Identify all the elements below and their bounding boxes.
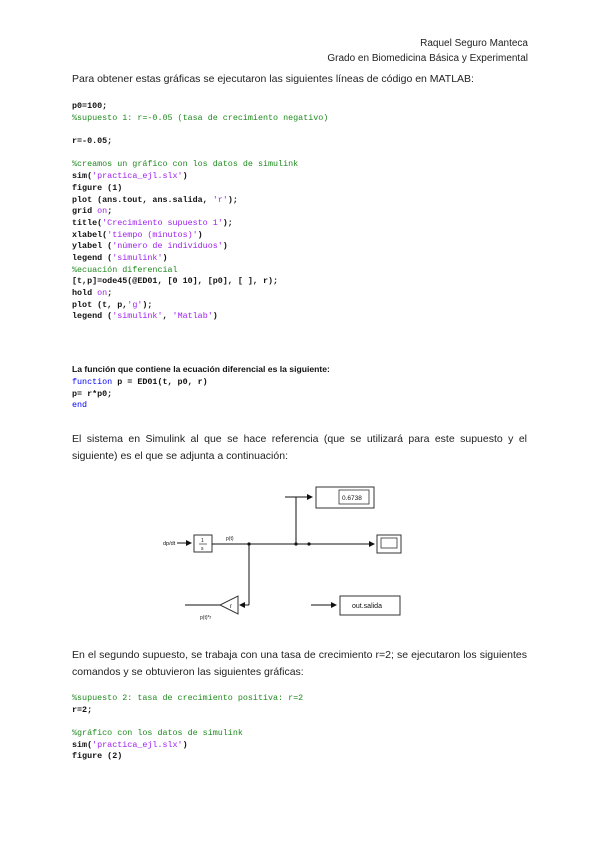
code-token: hold — [72, 288, 98, 298]
code-line — [72, 148, 328, 160]
code-line — [72, 740, 303, 752]
code-token: ); — [142, 299, 153, 310]
code-line — [72, 716, 303, 728]
simulink-intro-paragraph: El sistema en Simulink al que se hace referencia (que se utilizará para este supuesto y el siguiente) es el que se adjunta a continuación: — [72, 433, 527, 462]
author-name: Raquel Seguro Manteca — [420, 38, 528, 49]
degree-name: Grado en Biomedicina Básica y Experimental — [327, 53, 528, 64]
code-token: xlabel( — [72, 229, 108, 240]
code-token: legend ( — [72, 252, 113, 263]
code-token: ylabel ( — [72, 241, 113, 252]
code-token: ); — [222, 217, 233, 228]
code-line — [72, 171, 328, 183]
code-token: ) — [197, 229, 203, 240]
code-token: %supuesto 2: tasa de crecimiento positiva: r=2 — [72, 693, 304, 703]
gain-block[interactable] — [220, 596, 238, 614]
code-token: [t,p]=ode45(@ED01, [0 10], [p0], [ ], r); — [72, 276, 279, 287]
code-token: r=-0.05; — [72, 136, 113, 147]
code-line — [72, 206, 328, 218]
code-token: p = ED01(t, p0, r) — [112, 377, 208, 387]
code-line — [72, 195, 328, 207]
out-salida-label: out.salida — [352, 603, 382, 610]
code-line — [72, 288, 328, 300]
code-token: on — [97, 288, 108, 298]
code-line — [72, 751, 303, 763]
code-token: figure (1) — [72, 182, 123, 193]
code-line — [72, 159, 328, 171]
code-line — [72, 693, 303, 705]
code-token: , — [162, 311, 173, 322]
scope-screen — [381, 538, 397, 548]
code-token: 'simulink' — [112, 252, 163, 263]
branch-point-3 — [307, 542, 310, 545]
gain-symbol: r — [230, 604, 232, 610]
code-token: sim( — [72, 171, 93, 182]
code-token: %ecuación diferencial — [72, 264, 178, 275]
code-token: figure (2) — [72, 751, 123, 762]
code-line — [72, 124, 328, 136]
code-token: ) — [212, 311, 218, 322]
code-token: %supuesto 1: r=-0.05 (tasa de crecimiento negativo) — [72, 112, 329, 123]
code-token: ) — [182, 739, 188, 750]
code-token: ; — [107, 288, 113, 298]
code-line — [72, 101, 328, 113]
code-token: end — [72, 400, 88, 411]
code-line — [72, 311, 328, 323]
display-value: 0.6738 — [342, 495, 362, 502]
code-token: plot (ans.tout, ans.salida, — [72, 194, 213, 205]
code-line — [72, 300, 328, 312]
matlab-code-block-2 — [72, 377, 208, 412]
code-token: p= r*p0; — [72, 388, 113, 399]
code-token: 'practica_ejl.slx' — [92, 739, 183, 750]
code-token: sim( — [72, 739, 93, 750]
simulink-diagram — [0, 478, 600, 628]
code-line — [72, 389, 208, 401]
code-token: grid — [72, 206, 98, 217]
signal-label: p(t) — [226, 536, 234, 542]
code-token: 'Crecimiento supuesto 1' — [102, 217, 223, 228]
input-label: dp/dt — [163, 541, 176, 547]
code-token: on — [97, 206, 108, 217]
code-token: %creamos un gráfico con los datos de simulink — [72, 159, 299, 170]
code-line — [72, 276, 328, 288]
integrator-denominator: s — [201, 546, 204, 552]
integrator-numerator: 1 — [201, 538, 204, 544]
code-line — [72, 241, 328, 253]
code-token: 'tiempo (minutos)' — [107, 229, 198, 240]
code-line — [72, 377, 208, 389]
code-token: plot (t, p, — [72, 299, 128, 310]
code-token: 'g' — [127, 299, 143, 310]
code-token: ); — [227, 194, 238, 205]
code-token: 'número de individuos' — [112, 241, 223, 252]
code-token: title( — [72, 217, 103, 228]
code-line — [72, 218, 328, 230]
code-line — [72, 728, 303, 740]
code-token: 'simulink' — [112, 311, 163, 322]
intro-paragraph: Para obtener estas gráficas se ejecutaron las siguientes líneas de código en MATLAB: — [72, 73, 474, 85]
supuesto2-paragraph: En el segundo supuesto, se trabaja con una tasa de crecimiento r=2; se ejecutaron los siguientes comandos y se obtuvieron las siguientes gráficas: — [72, 649, 527, 678]
code-token: 'r' — [212, 194, 228, 205]
code-line — [72, 400, 208, 412]
code-token: ) — [222, 241, 228, 252]
code-line — [72, 705, 303, 717]
function-note: La función que contiene la ecuación diferencial es la siguiente: — [72, 364, 330, 374]
code-line — [72, 230, 328, 242]
code-token: 'practica_ejl.slx' — [92, 171, 183, 182]
code-token: 'Matlab' — [172, 311, 213, 322]
code-token: %gráfico con los datos de simulink — [72, 728, 243, 739]
code-token: ) — [182, 171, 188, 182]
matlab-code-block-1 — [72, 101, 328, 323]
code-line — [72, 253, 328, 265]
code-line — [72, 265, 328, 277]
code-line — [72, 113, 328, 125]
code-token: r=2; — [72, 704, 93, 715]
code-line — [72, 183, 328, 195]
matlab-code-block-3 — [72, 693, 303, 763]
code-token: legend ( — [72, 311, 113, 322]
code-token: ; — [107, 206, 113, 217]
code-token: ) — [162, 252, 168, 263]
page-header — [228, 36, 528, 66]
code-token: function — [72, 377, 113, 387]
code-token: p0=100; — [72, 101, 108, 111]
code-line — [72, 136, 328, 148]
feedback-label: p(t)*r — [200, 615, 212, 621]
